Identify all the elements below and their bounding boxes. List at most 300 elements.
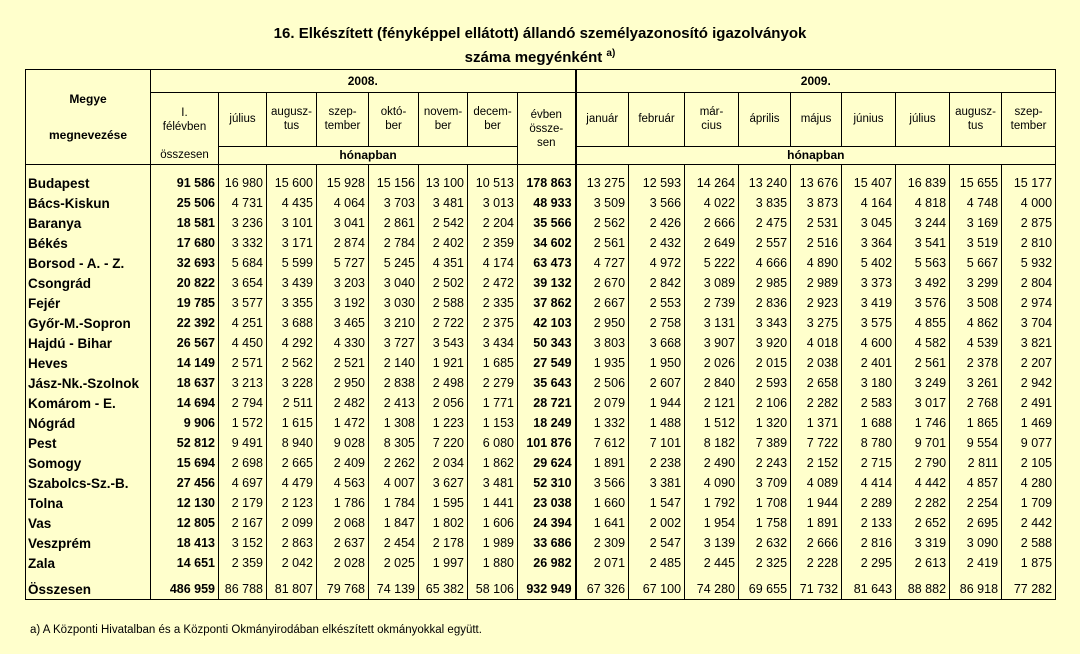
month-2008-value: 3 040 [369, 273, 419, 293]
month-2009-value: 2 593 [739, 373, 791, 393]
month-2009-value: 13 275 [576, 173, 629, 193]
year-total-value: 932 949 [518, 579, 576, 600]
county-name: Győr-M.-Sopron [26, 313, 151, 333]
month-2009-value: 2 950 [576, 313, 629, 333]
month-2008-value: 3 236 [219, 213, 267, 233]
year-total-value: 37 862 [518, 293, 576, 313]
month-2009-value: 1 792 [685, 493, 739, 513]
month-2008-value: 2 874 [317, 233, 369, 253]
month-2009-value: 71 732 [791, 579, 842, 600]
month-2009-value: 2 557 [739, 233, 791, 253]
first-half-value: 18 637 [151, 373, 219, 393]
month-2008-value: 15 928 [317, 173, 369, 193]
month-2008-value: 81 807 [267, 579, 317, 600]
note-mark: a) [606, 48, 616, 59]
month-2008-value: 3 013 [468, 193, 518, 213]
month-2009-value: 4 666 [739, 253, 791, 273]
month-2008-header: augusz- tus [267, 93, 317, 147]
megye-label: Megye [69, 92, 107, 106]
month-2009-value: 4 442 [896, 473, 950, 493]
megnevezese-label: megnevezése [48, 128, 128, 142]
month-2009-value: 8 182 [685, 433, 739, 453]
spacer-row [26, 165, 1056, 174]
year-total-value: 39 132 [518, 273, 576, 293]
month-2008-value: 3 627 [419, 473, 468, 493]
month-2008-value: 1 595 [419, 493, 468, 513]
month-2009-value: 2 790 [896, 453, 950, 473]
footnote: a) A Központi Hivatalban és a Központi Okmányirodában elkészített okmányokkal együtt. [30, 624, 482, 636]
month-2008-header: decem- ber [468, 93, 518, 147]
first-half-value: 91 586 [151, 173, 219, 193]
month-2008-value: 3 727 [369, 333, 419, 353]
month-2009-value: 4 600 [842, 333, 896, 353]
month-2009-value: 2 432 [629, 233, 685, 253]
month-2009-value: 9 554 [950, 433, 1002, 453]
year-total-value: 48 933 [518, 193, 576, 213]
first-half-value: 17 680 [151, 233, 219, 253]
month-2009-value: 2 309 [576, 533, 629, 553]
month-2009-value: 2 243 [739, 453, 791, 473]
month-2009-value: 4 862 [950, 313, 1002, 333]
month-2008-value: 3 654 [219, 273, 267, 293]
month-2009-value: 4 089 [791, 473, 842, 493]
year-2008-header: 2008. [151, 70, 576, 93]
month-2009-value: 2 811 [950, 453, 1002, 473]
month-2008-value: 1 802 [419, 513, 468, 533]
month-2008-value: 3 703 [369, 193, 419, 213]
year-total-value: 50 343 [518, 333, 576, 353]
year-total-value: 35 566 [518, 213, 576, 233]
month-2009-value: 3 131 [685, 313, 739, 333]
year-total-value: 28 721 [518, 393, 576, 413]
county-name: Tolna [26, 493, 151, 513]
month-2009-value: 2 106 [739, 393, 791, 413]
month-2009-value: 1 547 [629, 493, 685, 513]
month-2009-value: 3 509 [576, 193, 629, 213]
first-half-value: 486 959 [151, 579, 219, 600]
month-2009-value: 2 445 [685, 553, 739, 573]
first-half-value: 9 906 [151, 413, 219, 433]
month-2009-value: 2 553 [629, 293, 685, 313]
month-2009-value: 3 090 [950, 533, 1002, 553]
honapban-2008-header: hónapban [219, 146, 518, 165]
month-2008-value: 3 688 [267, 313, 317, 333]
month-2009-value: 2 295 [842, 553, 896, 573]
month-2009-value: 3 373 [842, 273, 896, 293]
month-2009-value: 8 780 [842, 433, 896, 453]
year-2009-header: 2009. [576, 70, 1056, 93]
month-2009-value: 4 727 [576, 253, 629, 273]
month-2009-value: 1 875 [1002, 553, 1056, 573]
month-2009-value: 3 575 [842, 313, 896, 333]
year-total-header: évben össze- sen [518, 93, 576, 165]
month-2009-value: 69 655 [739, 579, 791, 600]
month-2009-value: 2 152 [791, 453, 842, 473]
first-half-value: 22 392 [151, 313, 219, 333]
month-2009-value: 2 715 [842, 453, 896, 473]
month-2008-value: 3 332 [219, 233, 267, 253]
month-2009-value: 3 907 [685, 333, 739, 353]
month-2009-value: 3 045 [842, 213, 896, 233]
month-2009-header: január [576, 93, 629, 147]
month-2009-value: 2 632 [739, 533, 791, 553]
month-2008-value: 65 382 [419, 579, 468, 600]
table-row [26, 333, 1056, 353]
month-2009-value: 1 320 [739, 413, 791, 433]
month-2009-value: 3 169 [950, 213, 1002, 233]
first-half-value: 18 581 [151, 213, 219, 233]
month-2008-value: 2 454 [369, 533, 419, 553]
month-2009-value: 2 658 [791, 373, 842, 393]
month-2009-value: 2 875 [1002, 213, 1056, 233]
month-2009-value: 1 332 [576, 413, 629, 433]
month-2009-value: 13 240 [739, 173, 791, 193]
county-name: Szabolcs-Sz.-B. [26, 473, 151, 493]
month-2009-value: 4 000 [1002, 193, 1056, 213]
month-2008-value: 10 513 [468, 173, 518, 193]
month-2009-value: 2 426 [629, 213, 685, 233]
month-2008-value: 3 171 [267, 233, 317, 253]
table-title: 16. Elkészített (fényképpel ellátott) állandó személyazonosító igazolványok [273, 25, 807, 42]
month-2009-value: 88 882 [896, 579, 950, 600]
month-2008-value: 2 413 [369, 393, 419, 413]
month-2009-value: 2 942 [1002, 373, 1056, 393]
month-2008-value: 2 204 [468, 213, 518, 233]
month-2008-value: 2 178 [419, 533, 468, 553]
month-2008-value: 3 439 [267, 273, 317, 293]
month-2008-value: 2 950 [317, 373, 369, 393]
month-2008-value: 4 330 [317, 333, 369, 353]
month-2009-value: 3 566 [576, 473, 629, 493]
month-2009-value: 5 563 [896, 253, 950, 273]
month-2008-value: 1 441 [468, 493, 518, 513]
month-2008-value: 2 099 [267, 513, 317, 533]
month-2009-value: 2 842 [629, 273, 685, 293]
month-2009-value: 3 249 [896, 373, 950, 393]
month-2009-value: 1 488 [629, 413, 685, 433]
county-name: Jász-Nk.-Szolnok [26, 373, 151, 393]
year-total-value: 35 643 [518, 373, 576, 393]
month-2008-value: 1 472 [317, 413, 369, 433]
month-2009-value: 4 582 [896, 333, 950, 353]
month-2009-value: 2 974 [1002, 293, 1056, 313]
month-2009-value: 7 612 [576, 433, 629, 453]
month-2008-value: 1 685 [468, 353, 518, 373]
month-2009-value: 12 593 [629, 173, 685, 193]
month-2008-value: 3 213 [219, 373, 267, 393]
month-2009-value: 7 722 [791, 433, 842, 453]
first-half-value: 52 812 [151, 433, 219, 453]
month-2008-value: 5 245 [369, 253, 419, 273]
first-half-value: 25 506 [151, 193, 219, 213]
month-2009-value: 2 562 [576, 213, 629, 233]
county-name: Somogy [26, 453, 151, 473]
month-2008-value: 4 251 [219, 313, 267, 333]
month-2008-value: 1 572 [219, 413, 267, 433]
month-2009-value: 4 855 [896, 313, 950, 333]
county-name: Budapest [26, 173, 151, 193]
month-2008-value: 3 192 [317, 293, 369, 313]
month-2009-value: 2 547 [629, 533, 685, 553]
county-name: Heves [26, 353, 151, 373]
month-2008-value: 1 615 [267, 413, 317, 433]
county-name: Borsod - A. - Z. [26, 253, 151, 273]
data-table [25, 69, 1056, 600]
month-2008-value: 2 034 [419, 453, 468, 473]
month-2009-value: 1 891 [791, 513, 842, 533]
month-2008-value: 1 771 [468, 393, 518, 413]
month-2009-value: 7 389 [739, 433, 791, 453]
month-2009-value: 3 492 [896, 273, 950, 293]
month-2008-value: 4 479 [267, 473, 317, 493]
month-2009-value: 2 652 [896, 513, 950, 533]
month-2009-value: 67 100 [629, 579, 685, 600]
month-2008-value: 2 722 [419, 313, 468, 333]
month-2009-value: 2 561 [896, 353, 950, 373]
first-half-value: 15 694 [151, 453, 219, 473]
first-half-value: 19 785 [151, 293, 219, 313]
year-total-value: 34 602 [518, 233, 576, 253]
table-row [26, 293, 1056, 313]
month-2008-value: 2 502 [419, 273, 468, 293]
month-2009-value: 86 918 [950, 579, 1002, 600]
month-2008-value: 4 351 [419, 253, 468, 273]
month-2008-value: 2 279 [468, 373, 518, 393]
table-row [26, 513, 1056, 533]
month-2009-value: 3 835 [739, 193, 791, 213]
month-2008-value: 2 025 [369, 553, 419, 573]
month-2009-value: 3 261 [950, 373, 1002, 393]
first-half-value: 18 413 [151, 533, 219, 553]
county-name: Hajdú - Bihar [26, 333, 151, 353]
megye-header [26, 70, 151, 165]
month-2008-value: 7 220 [419, 433, 468, 453]
month-2009-value: 2 840 [685, 373, 739, 393]
month-2008-value: 2 359 [219, 553, 267, 573]
month-2008-value: 2 042 [267, 553, 317, 573]
year-total-value: 178 863 [518, 173, 576, 193]
month-2009-value: 1 950 [629, 353, 685, 373]
month-2009-value: 77 282 [1002, 579, 1056, 600]
county-name: Vas [26, 513, 151, 533]
month-2008-value: 1 847 [369, 513, 419, 533]
month-2008-value: 2 179 [219, 493, 267, 513]
table-row [26, 173, 1056, 193]
month-2009-value: 3 668 [629, 333, 685, 353]
month-2008-value: 2 335 [468, 293, 518, 313]
month-2008-value: 1 223 [419, 413, 468, 433]
table-header [26, 70, 1056, 165]
year-total-value: 18 249 [518, 413, 576, 433]
month-2009-value: 2 121 [685, 393, 739, 413]
table-row [26, 553, 1056, 573]
table-row [26, 353, 1056, 373]
month-2009-header: május [791, 93, 842, 147]
month-2008-value: 3 465 [317, 313, 369, 333]
month-2008-value: 9 491 [219, 433, 267, 453]
month-2009-value: 2 238 [629, 453, 685, 473]
month-2008-value: 4 450 [219, 333, 267, 353]
first-half-value: 32 693 [151, 253, 219, 273]
month-2009-value: 2 038 [791, 353, 842, 373]
month-2008-value: 1 921 [419, 353, 468, 373]
month-2008-value: 4 697 [219, 473, 267, 493]
month-2009-value: 2 583 [842, 393, 896, 413]
year-total-value: 42 103 [518, 313, 576, 333]
table-row [26, 233, 1056, 253]
month-2008-value: 16 980 [219, 173, 267, 193]
county-name: Békés [26, 233, 151, 253]
month-2008-value: 4 064 [317, 193, 369, 213]
month-2009-value: 3 343 [739, 313, 791, 333]
month-2009-value: 74 280 [685, 579, 739, 600]
month-2009-value: 3 920 [739, 333, 791, 353]
total-row [26, 579, 1056, 600]
month-2008-header: októ- ber [369, 93, 419, 147]
month-2009-value: 2 758 [629, 313, 685, 333]
county-name: Komárom - E. [26, 393, 151, 413]
month-2009-value: 3 364 [842, 233, 896, 253]
first-half-value: 20 822 [151, 273, 219, 293]
table-row [26, 453, 1056, 473]
month-2008-value: 2 375 [468, 313, 518, 333]
month-2008-value: 86 788 [219, 579, 267, 600]
month-2009-value: 1 641 [576, 513, 629, 533]
month-2009-value: 3 419 [842, 293, 896, 313]
month-2009-value: 2 254 [950, 493, 1002, 513]
month-2009-header: február [629, 93, 685, 147]
month-2009-value: 2 079 [576, 393, 629, 413]
table-subtitle: száma megyénként $^{a)}$ [464, 48, 616, 66]
month-2009-value: 2 516 [791, 233, 842, 253]
month-2009-value: 1 746 [896, 413, 950, 433]
month-2008-value: 9 028 [317, 433, 369, 453]
month-2009-value: 2 282 [896, 493, 950, 513]
month-2008-value: 2 542 [419, 213, 468, 233]
table-row [26, 493, 1056, 513]
year-total-value: 101 876 [518, 433, 576, 453]
month-2008-value: 2 472 [468, 273, 518, 293]
month-2008-value: 58 106 [468, 579, 518, 600]
month-2008-value: 4 731 [219, 193, 267, 213]
month-2009-header: július [896, 93, 950, 147]
month-2008-value: 1 880 [468, 553, 518, 573]
month-2009-value: 2 923 [791, 293, 842, 313]
month-2009-value: 4 022 [685, 193, 739, 213]
month-2009-header: augusz- tus [950, 93, 1002, 147]
month-2008-value: 3 228 [267, 373, 317, 393]
month-2009-value: 1 371 [791, 413, 842, 433]
month-2009-value: 3 299 [950, 273, 1002, 293]
county-name: Baranya [26, 213, 151, 233]
month-2009-value: 2 071 [576, 553, 629, 573]
month-2009-value: 1 688 [842, 413, 896, 433]
month-2009-value: 2 475 [739, 213, 791, 233]
month-2009-value: 15 407 [842, 173, 896, 193]
month-2008-value: 2 521 [317, 353, 369, 373]
month-2008-value: 4 174 [468, 253, 518, 273]
month-2008-value: 2 262 [369, 453, 419, 473]
month-2009-value: 3 319 [896, 533, 950, 553]
month-2009-value: 2 531 [791, 213, 842, 233]
month-2009-value: 5 222 [685, 253, 739, 273]
month-2008-value: 3 577 [219, 293, 267, 313]
month-2008-value: 2 056 [419, 393, 468, 413]
first-half-value: 14 651 [151, 553, 219, 573]
month-2008-value: 2 123 [267, 493, 317, 513]
month-2009-value: 1 891 [576, 453, 629, 473]
month-2009-value: 1 935 [576, 353, 629, 373]
month-2009-value: 9 077 [1002, 433, 1056, 453]
month-2009-value: 5 667 [950, 253, 1002, 273]
month-2009-value: 2 442 [1002, 513, 1056, 533]
month-2009-value: 4 748 [950, 193, 1002, 213]
table-row [26, 313, 1056, 333]
month-2009-value: 3 709 [739, 473, 791, 493]
month-2008-value: 15 600 [267, 173, 317, 193]
month-2009-value: 2 667 [576, 293, 629, 313]
month-2009-value: 2 105 [1002, 453, 1056, 473]
year-total-value: 26 982 [518, 553, 576, 573]
month-2009-value: 2 289 [842, 493, 896, 513]
county-name: Fejér [26, 293, 151, 313]
table-row [26, 253, 1056, 273]
month-2009-value: 2 207 [1002, 353, 1056, 373]
month-2008-value: 2 571 [219, 353, 267, 373]
month-2009-value: 2 816 [842, 533, 896, 553]
month-2009-value: 3 541 [896, 233, 950, 253]
county-name: Zala [26, 553, 151, 573]
first-half-value: 14 149 [151, 353, 219, 373]
month-2009-value: 4 857 [950, 473, 1002, 493]
month-2008-value: 1 997 [419, 553, 468, 573]
month-2008-value: 3 481 [468, 473, 518, 493]
month-2009-value: 3 873 [791, 193, 842, 213]
month-2008-value: 2 637 [317, 533, 369, 553]
month-2008-value: 1 606 [468, 513, 518, 533]
month-2008-value: 2 498 [419, 373, 468, 393]
month-2009-value: 13 676 [791, 173, 842, 193]
table-row [26, 533, 1056, 553]
county-name: Bács-Kiskun [26, 193, 151, 213]
month-2009-value: 4 818 [896, 193, 950, 213]
month-2009-value: 2 768 [950, 393, 1002, 413]
month-2009-value: 3 244 [896, 213, 950, 233]
month-2009-value: 4 890 [791, 253, 842, 273]
month-2008-value: 2 588 [419, 293, 468, 313]
month-2008-header: novem- ber [419, 93, 468, 147]
table-row [26, 393, 1056, 413]
month-2009-header: szep- tember [1002, 93, 1056, 147]
honapban-2009-header: hónapban [576, 146, 1056, 165]
month-2008-header: július [219, 93, 267, 147]
month-2008-value: 6 080 [468, 433, 518, 453]
county-name: Veszprém [26, 533, 151, 553]
month-2008-value: 1 784 [369, 493, 419, 513]
year-total-value: 29 624 [518, 453, 576, 473]
month-2008-value: 3 481 [419, 193, 468, 213]
month-2009-value: 2 491 [1002, 393, 1056, 413]
month-2008-value: 74 139 [369, 579, 419, 600]
month-2009-value: 2 325 [739, 553, 791, 573]
month-2009-value: 3 089 [685, 273, 739, 293]
first-half-value: 27 456 [151, 473, 219, 493]
month-2008-value: 1 786 [317, 493, 369, 513]
table-row [26, 193, 1056, 213]
month-2009-value: 4 280 [1002, 473, 1056, 493]
month-2008-header: szep- tember [317, 93, 369, 147]
month-2009-value: 1 708 [739, 493, 791, 513]
